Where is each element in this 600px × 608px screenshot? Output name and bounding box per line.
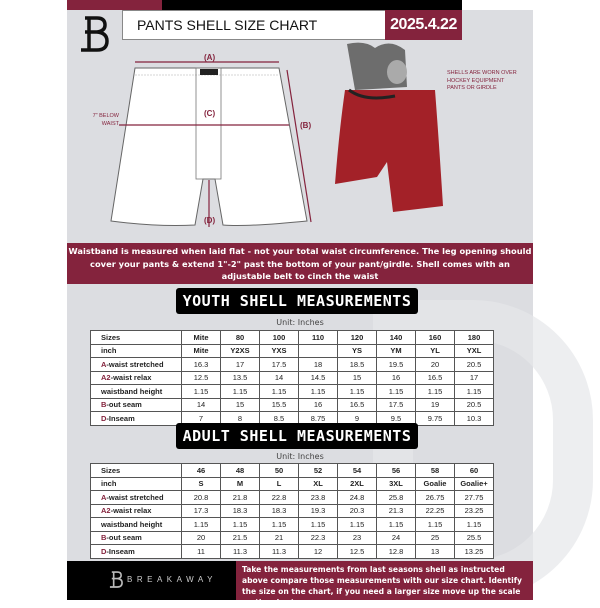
label-a: (A) — [204, 53, 216, 62]
table-cell: 9 — [338, 412, 377, 426]
measurement-key: A2 — [101, 506, 111, 516]
table-cell: 15 — [338, 371, 377, 385]
table-cell: 16 — [377, 371, 416, 385]
table-row — [91, 531, 494, 545]
table-cell: 19.5 — [377, 358, 416, 372]
table-cell: 1.15 — [221, 518, 260, 532]
table-cell: 10.3 — [455, 412, 494, 426]
measurement-key: A — [101, 492, 107, 502]
table-cell: 16.5 — [416, 371, 455, 385]
table-cell: 1.15 — [299, 385, 338, 399]
table-cell: 16.3 — [182, 358, 221, 372]
table-cell: 23 — [338, 531, 377, 545]
label-b: (B) — [300, 121, 312, 130]
label-d: (D) — [204, 216, 216, 225]
footer-brand-name: BREAKAWAY — [127, 575, 217, 584]
table-cell: 21.3 — [377, 504, 416, 518]
label-c: (C) — [204, 109, 216, 118]
table-cell: YM — [377, 344, 416, 358]
table-cell: 24.8 — [338, 491, 377, 505]
table-cell: 18.5 — [338, 358, 377, 372]
table-cell: 19.3 — [299, 504, 338, 518]
table-cell: 15 — [221, 398, 260, 412]
table-cell: 1.15 — [338, 385, 377, 399]
table-cell: 13 — [416, 545, 455, 559]
table-cell: 8.75 — [299, 412, 338, 426]
table-cell: 9.75 — [416, 412, 455, 426]
table-cell: 1.15 — [377, 385, 416, 399]
table-cell: 8.5 — [260, 412, 299, 426]
table-cell: 1.15 — [338, 518, 377, 532]
measurement-key: B — [101, 533, 107, 543]
row-label — [91, 531, 182, 545]
table-row — [91, 518, 494, 532]
table-cell: 13.5 — [221, 371, 260, 385]
measurement-label: -out seam — [106, 533, 142, 543]
table-cell: L — [260, 477, 299, 491]
table-row — [91, 504, 494, 518]
measurement-label: -waist relax — [110, 506, 152, 516]
table-cell: 9.5 — [377, 412, 416, 426]
youth-size-table — [90, 330, 494, 426]
table-cell: 13.25 — [455, 545, 494, 559]
table-cell: 1.15 — [416, 385, 455, 399]
table-cell: 20.3 — [338, 504, 377, 518]
size-chart-page — [67, 0, 533, 607]
top-bar-gap — [462, 0, 533, 10]
table-cell: 1.15 — [416, 518, 455, 532]
table-cell: 2XL — [338, 477, 377, 491]
table-cell: 80 — [221, 331, 260, 345]
table-cell: 14 — [182, 398, 221, 412]
table-cell: 12.5 — [338, 545, 377, 559]
row-label — [91, 545, 182, 559]
table-cell: 20 — [416, 358, 455, 372]
table-cell: Y2XS — [221, 344, 260, 358]
measurement-key: B — [101, 400, 107, 410]
table-cell: 1.15 — [455, 518, 494, 532]
table-cell: 12.8 — [377, 545, 416, 559]
row-label — [91, 412, 182, 426]
table-cell: 14 — [260, 371, 299, 385]
table-cell: 110 — [299, 331, 338, 345]
table-cell: 20.5 — [455, 398, 494, 412]
measurement-label: -waist stretched — [106, 492, 164, 502]
table-cell: YXL — [455, 344, 494, 358]
table-cell: 15.5 — [260, 398, 299, 412]
youth-unit-label: Unit: Inches — [276, 318, 324, 327]
row-label — [91, 491, 182, 505]
table-row — [91, 344, 494, 358]
table-row — [91, 398, 494, 412]
table-cell: 46 — [182, 464, 221, 478]
table-cell: 17 — [221, 358, 260, 372]
table-cell: YXS — [260, 344, 299, 358]
table-cell: 21 — [260, 531, 299, 545]
row-label — [91, 385, 182, 399]
table-cell: 48 — [221, 464, 260, 478]
measurement-label: inch — [101, 346, 117, 356]
table-cell: Mite — [182, 331, 221, 345]
measurement-label: Sizes — [101, 332, 121, 342]
table-cell: 7 — [182, 412, 221, 426]
table-cell: 180 — [455, 331, 494, 345]
table-cell: 18 — [299, 358, 338, 372]
table-cell: 1.15 — [377, 518, 416, 532]
table-cell: 26.75 — [416, 491, 455, 505]
measurement-key: D — [101, 546, 107, 556]
page-title: PANTS SHELL SIZE CHART — [122, 10, 386, 40]
table-cell: 14.5 — [299, 371, 338, 385]
row-label — [91, 371, 182, 385]
table-cell: 1.15 — [260, 385, 299, 399]
table-cell: Goalie — [416, 477, 455, 491]
table-cell: YS — [338, 344, 377, 358]
table-cell — [299, 344, 338, 358]
table-cell: 1.15 — [182, 385, 221, 399]
table-cell: 22.25 — [416, 504, 455, 518]
table-cell: S — [182, 477, 221, 491]
table-cell: 25.5 — [455, 531, 494, 545]
measurement-key: A2 — [101, 373, 111, 383]
measurement-label: -out seam — [106, 400, 142, 410]
measurement-label: -waist relax — [110, 373, 152, 383]
table-cell: 17 — [455, 371, 494, 385]
measurement-label: waistband height — [101, 386, 163, 396]
table-cell: Goalie+ — [455, 477, 494, 491]
table-cell: Mite — [182, 344, 221, 358]
table-cell: 120 — [338, 331, 377, 345]
table-row — [91, 545, 494, 559]
table-cell: 17.5 — [260, 358, 299, 372]
table-cell: 12 — [299, 545, 338, 559]
table-cell: 17.3 — [182, 504, 221, 518]
row-label — [91, 518, 182, 532]
table-cell: 20 — [182, 531, 221, 545]
adult-size-table — [90, 463, 494, 559]
measurement-key: D — [101, 413, 107, 423]
table-row — [91, 371, 494, 385]
table-row — [91, 491, 494, 505]
table-row — [91, 331, 494, 345]
table-cell: 11.3 — [260, 545, 299, 559]
table-row — [91, 464, 494, 478]
table-cell: 1.15 — [182, 518, 221, 532]
table-cell: 18.3 — [221, 504, 260, 518]
row-label — [91, 477, 182, 491]
hockey-pants-photo — [335, 42, 450, 222]
table-cell: 20.8 — [182, 491, 221, 505]
measurement-label: -Inseam — [106, 546, 135, 556]
table-cell: 60 — [455, 464, 494, 478]
table-cell: 23.8 — [299, 491, 338, 505]
measurement-label: waistband height — [101, 519, 163, 529]
footer-logo-icon — [109, 570, 123, 590]
table-cell: 11 — [182, 545, 221, 559]
row-label — [91, 398, 182, 412]
table-cell: 21.8 — [221, 491, 260, 505]
table-cell: 18.3 — [260, 504, 299, 518]
table-cell: M — [221, 477, 260, 491]
row-label — [91, 358, 182, 372]
table-cell: 1.15 — [299, 518, 338, 532]
table-cell: 16 — [299, 398, 338, 412]
table-cell: 3XL — [377, 477, 416, 491]
brand-logo-icon — [79, 14, 109, 56]
table-cell: 21.5 — [221, 531, 260, 545]
table-cell: 16.5 — [338, 398, 377, 412]
table-row — [91, 385, 494, 399]
table-cell: 8 — [221, 412, 260, 426]
measurement-label: -waist stretched — [106, 359, 164, 369]
table-cell: 27.75 — [455, 491, 494, 505]
row-label — [91, 504, 182, 518]
row-label — [91, 344, 182, 358]
table-cell: 19 — [416, 398, 455, 412]
row-label — [91, 331, 182, 345]
top-bar-accent — [67, 0, 162, 10]
measurement-key: A — [101, 359, 107, 369]
date-badge: 2025.4.22 — [385, 10, 462, 40]
measurement-label: Sizes — [101, 465, 121, 475]
table-cell: 1.15 — [221, 385, 260, 399]
table-cell: 22.8 — [260, 491, 299, 505]
row-label — [91, 464, 182, 478]
table-cell: 11.3 — [221, 545, 260, 559]
table-cell: 54 — [338, 464, 377, 478]
table-cell: 24 — [377, 531, 416, 545]
table-cell: 56 — [377, 464, 416, 478]
table-cell: 50 — [260, 464, 299, 478]
youth-section-title: YOUTH SHELL MEASUREMENTS — [176, 288, 418, 314]
table-cell: 52 — [299, 464, 338, 478]
table-cell: 20.5 — [455, 358, 494, 372]
adult-unit-label: Unit: Inches — [276, 452, 324, 461]
table-cell: 140 — [377, 331, 416, 345]
measurement-label: inch — [101, 479, 117, 489]
table-cell: 23.25 — [455, 504, 494, 518]
top-bar — [162, 0, 462, 10]
table-cell: 17.5 — [377, 398, 416, 412]
table-cell: 100 — [260, 331, 299, 345]
table-cell: YL — [416, 344, 455, 358]
table-cell: XL — [299, 477, 338, 491]
table-cell: 25 — [416, 531, 455, 545]
shell-note: SHELLS ARE WORN OVER HOCKEY EQUIPMENT PANTS OR GIRDLE — [447, 70, 517, 91]
table-cell: 58 — [416, 464, 455, 478]
below-waist-note: 7" BELOW WAIST — [92, 113, 119, 127]
table-cell: 1.15 — [260, 518, 299, 532]
table-row — [91, 477, 494, 491]
table-cell: 1.15 — [455, 385, 494, 399]
adult-section-title: ADULT SHELL MEASUREMENTS — [176, 423, 418, 449]
footer-instructions: Take the measurements from last seasons shell as instructed above compare those measurements with our size chart. Identify the size on the chart, if you need a larger size move up the scale on the chart — [236, 561, 533, 600]
measurement-label: -Inseam — [106, 413, 135, 423]
waistband-info: Waistband is measured when laid flat - not your total waist circumference. The leg opening should cover your pants & extend 1"-2" past the bottom of your pant/girdle. Shell comes with an adjustable belt to cinch the waist — [67, 243, 533, 284]
table-cell: 22.3 — [299, 531, 338, 545]
table-cell: 160 — [416, 331, 455, 345]
table-row — [91, 358, 494, 372]
table-cell: 12.5 — [182, 371, 221, 385]
table-cell: 25.8 — [377, 491, 416, 505]
shorts-diagram — [97, 55, 327, 230]
